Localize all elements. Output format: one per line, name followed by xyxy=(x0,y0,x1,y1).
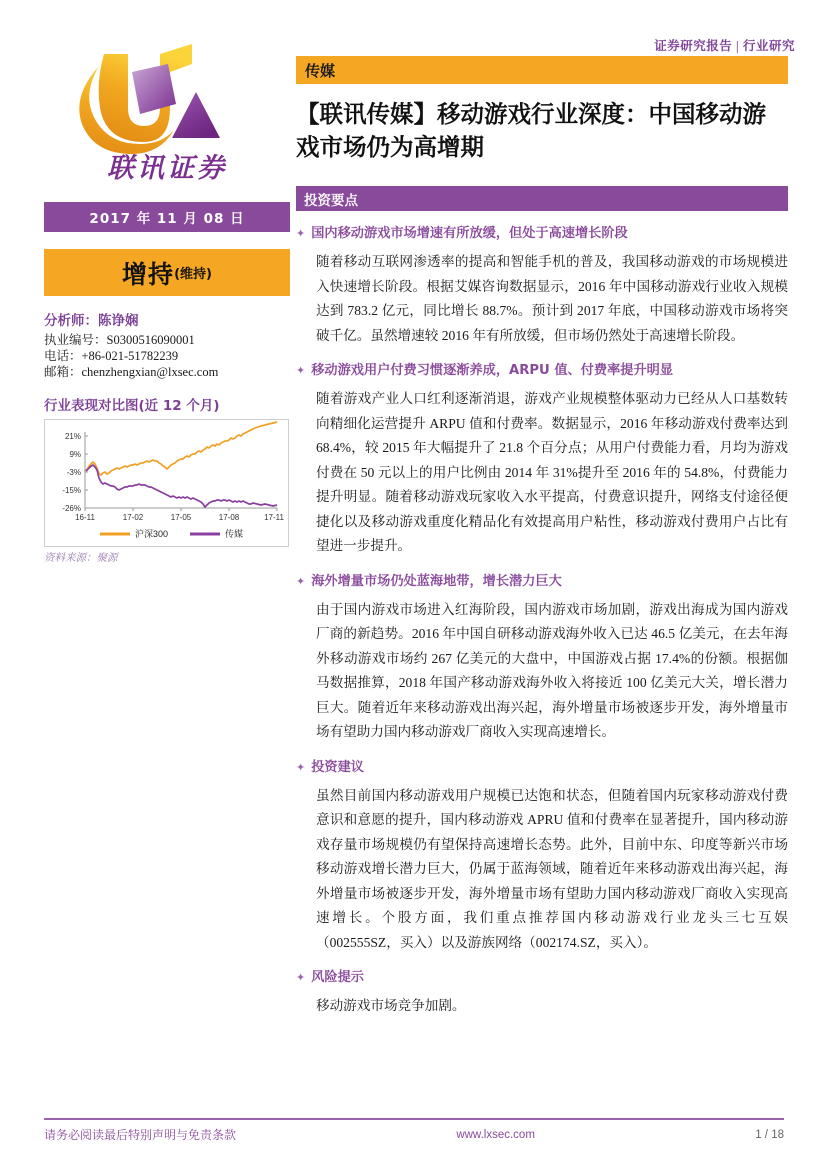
kicker-right-text: 行业研究 xyxy=(742,38,795,53)
point-title: 移动游戏用户付费习惯逐渐养成，ARPU 值、付费率提升明显 xyxy=(311,363,674,378)
chart-x-axis-labels xyxy=(75,513,284,522)
diamond-bullet-icon: ✦ xyxy=(296,227,306,240)
series-line-hs300 xyxy=(86,422,277,475)
performance-chart xyxy=(44,419,289,547)
point-title: 投资建议 xyxy=(311,759,364,775)
ytick-3: -15% xyxy=(62,486,81,495)
rating-suffix: (维持) xyxy=(174,267,212,282)
sector-label: 传媒 xyxy=(305,61,336,80)
report-date-bar xyxy=(44,202,290,232)
chart-y-axis-labels xyxy=(62,432,81,513)
investment-point xyxy=(296,225,788,348)
xtick-4: 17-11 xyxy=(264,513,284,522)
investment-point xyxy=(296,969,788,1019)
company-logo xyxy=(44,42,290,194)
legend-label-hs300: 沪深300 xyxy=(135,529,169,539)
analyst-email: 邮箱：chenzhengxian@lxsec.com xyxy=(44,365,219,379)
kicker-left-text: 证券研究报告 xyxy=(654,38,733,53)
rating-box xyxy=(44,249,290,296)
footer-disclaimer: 请务必阅读最后特别声明与免责条款 xyxy=(44,1128,237,1142)
main-content xyxy=(296,56,788,1019)
investment-summary-label: 投资要点 xyxy=(304,192,358,209)
page-title: 【联讯传媒】移动游戏行业深度：中国移动游戏市场仍为高增期 xyxy=(296,100,766,161)
analyst-license: 执业编号：S0300516090001 xyxy=(44,333,195,347)
diamond-bullet-icon: ✦ xyxy=(296,760,306,774)
sector-bar xyxy=(296,56,788,84)
chart-legend xyxy=(100,528,243,539)
point-header xyxy=(296,225,788,243)
footer-page-number: 1 / 18 xyxy=(755,1128,784,1141)
point-header xyxy=(296,573,788,591)
report-date: 2017 年 11 月 08 日 xyxy=(89,211,245,227)
chart-title: 行业表现对比图(近 12 个月) xyxy=(44,398,220,414)
xtick-1: 17-02 xyxy=(122,513,144,522)
diamond-bullet-icon: ✦ xyxy=(296,574,306,588)
left-sidebar xyxy=(44,42,290,565)
point-body: 随着移动互联网渗透率的提高和智能手机的普及，我国移动游戏的市场规模进入快速增长阶段。根据艾媒咨询数据显示，2016 年中国移动游戏行业收入规模达到 783.2 亿元，同比增长 88.7%。预计到 2017 年底，中国移动游戏市场将突破千亿。虽然增速较 2016 年有所放缓，但市场仍然处于高速增长阶段。 xyxy=(316,254,788,343)
point-title: 国内移动游戏市场增速有所放缓，但处于高速增长阶段 xyxy=(311,226,628,241)
diamond-bullet-icon: ✦ xyxy=(296,971,306,984)
chart-ticks xyxy=(85,436,277,511)
investment-point xyxy=(296,759,788,956)
analyst-block xyxy=(44,309,290,380)
point-header xyxy=(296,969,788,987)
diamond-bullet-icon: ✦ xyxy=(296,364,306,377)
ytick-2: -3% xyxy=(66,468,81,477)
page-footer xyxy=(44,1126,784,1143)
xtick-0: 16-11 xyxy=(75,513,95,522)
footer-website[interactable]: www.lxsec.com xyxy=(456,1128,535,1141)
footer-divider xyxy=(44,1118,784,1120)
ytick-4: -26% xyxy=(62,504,81,513)
kicker-separator: | xyxy=(735,38,740,53)
point-body: 虽然目前国内移动游戏用户规模已达饱和状态，但随着国内玩家移动游戏付费意识和意愿的提升，国内移动游戏 APRU 值和付费率在显著提升，国内移动游戏存量市场规模仍有望保持高速增长态势。此外，目前中东、印度等新兴市场移动游戏增长潜力巨大，仍属于蓝海领域，随着近年来移动游戏出海兴起，海外增量市场被逐步开发，海外增量市场有望助力国内移动游戏厂商收入实现高速增长。个股方面，我们重点推荐国内移动游戏行业龙头三七互娱（002555SZ，买入）以及游族网络（002174.SZ，买入）。 xyxy=(316,787,788,950)
investment-summary-bar xyxy=(296,186,788,211)
xtick-2: 17-05 xyxy=(170,513,192,522)
ytick-0: 21% xyxy=(64,432,81,441)
point-title: 海外增量市场仍处蓝海地带，增长潜力巨大 xyxy=(311,573,562,589)
chart-source: 资料来源：聚源 xyxy=(44,553,118,564)
report-kicker xyxy=(654,36,795,54)
point-header xyxy=(296,759,788,777)
ytick-1: 9% xyxy=(69,450,81,459)
point-body: 移动游戏市场竞争加剧。 xyxy=(316,998,466,1013)
company-logo-text: 联讯证券 xyxy=(107,153,227,184)
xtick-3: 17-08 xyxy=(218,513,240,522)
analyst-name: 分析师：陈诤娴 xyxy=(44,313,139,329)
investment-point xyxy=(296,573,788,745)
point-body: 随着游戏产业人口红利逐渐消退，游戏产业规模整体驱动力已经从人口基数转向精细化运营提升 ARPU 值和付费率。数据显示，2016 年移动游戏付费率达到 68.4%，较 2015 年大幅提升了 21.8 个百分点；从用户付费能力看，月均为游戏付费在 50 元以上的用户比例由 2014 年 31%提升至 2016 年的 54.8%，付费能力提升明显。随着移动游戏玩家收入水平提高，付费意识提升，网络支付途径便捷化以及移动游戏重度化精品化有效提高用户粘性，移动游戏付费用户占比有望进一步提升。 xyxy=(316,391,788,553)
point-title: 风险提示 xyxy=(311,970,364,985)
investment-points-list xyxy=(296,225,788,1019)
point-header xyxy=(296,362,788,380)
legend-label-media: 传媒 xyxy=(225,529,244,539)
rating-label: 增持 xyxy=(122,259,175,289)
point-body: 由于国内游戏市场进入红海阶段，国内游戏市场加剧，游戏出海成为国内游戏厂商的新趋势。2016 年中国自研移动游戏海外收入已达 46.5 亿美元，在去年海外移动游戏市场约 267 亿美元的大盘中，中国游戏占据 17.4%的份额。根据伽马数据推算，2018 年国产移动游戏海外收入将接近 100 亿美元大关，增长潜力巨大。随着近年来移动游戏出海兴起，海外增量市场被逐步开发，海外增量市场有望助力国内移动游戏厂商收入实现高速增长。 xyxy=(316,601,788,739)
series-line-media xyxy=(86,465,277,507)
analyst-phone: 电话：+86-021-51782239 xyxy=(44,349,179,363)
investment-point xyxy=(296,362,788,559)
performance-chart-svg xyxy=(45,420,288,546)
